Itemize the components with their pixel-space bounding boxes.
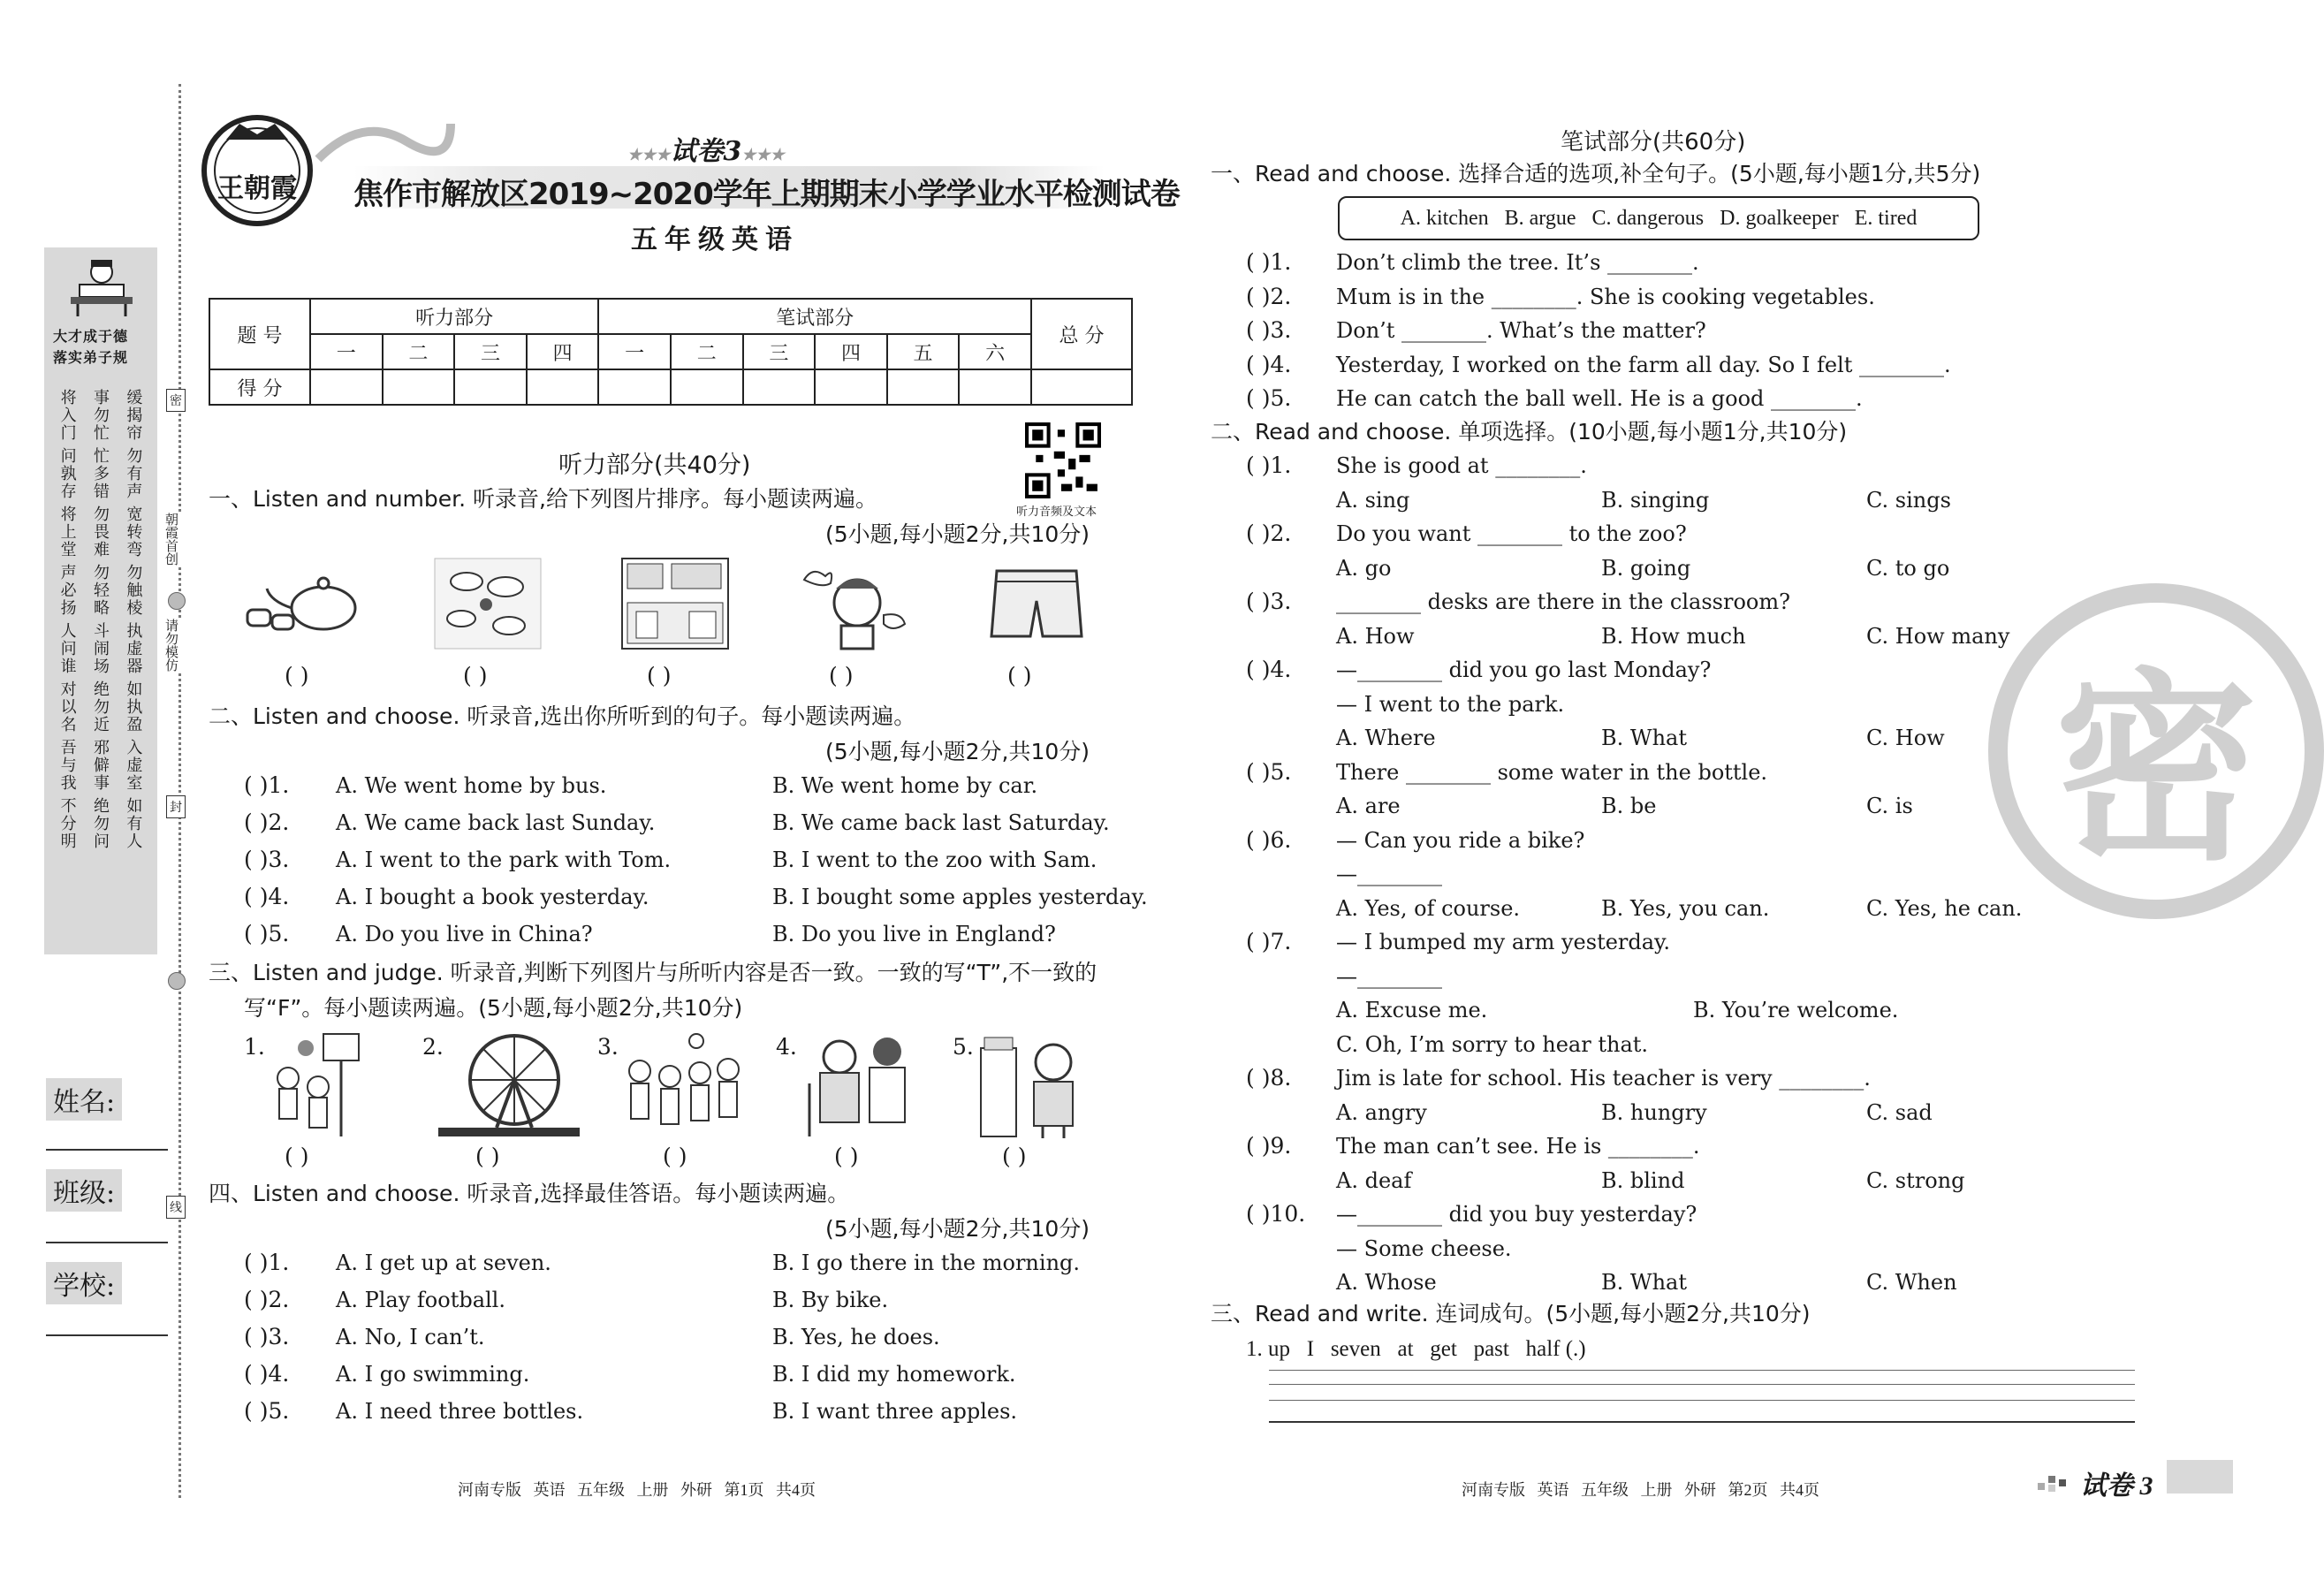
w-s1-heading: 一、Read and choose. 选择合适的选项,补全句子。(5小题,每小题1分,共5分) [1211, 161, 1981, 186]
w-s2-question-10: —________ did you buy yesterday? [1336, 1202, 1697, 1227]
w-s2-option-b-6: B. Yes, you can. [1601, 895, 1770, 921]
seal-label-a: 密 [166, 389, 186, 412]
writing-line-2[interactable] [1269, 1384, 2135, 1385]
l-s1-answer-1[interactable]: ( ) [285, 663, 309, 688]
w-s2-option-b-2: B. going [1601, 555, 1691, 581]
table-col: 一 [598, 334, 671, 369]
l-s3-num-3: 3. [597, 1034, 619, 1060]
table-written-header: 笔试部分 [598, 299, 1031, 334]
poem-column: 如有人 [125, 797, 143, 850]
class-label: 班级: [46, 1169, 122, 1212]
l-s3-num-4: 4. [776, 1034, 797, 1060]
shorts-picture [988, 566, 1085, 645]
w-s1-question-3: Don’t ________. What’s the matter? [1336, 318, 1706, 343]
s4-paren-5[interactable]: ( )5. [244, 1398, 290, 1424]
w-s1-paren-1[interactable]: ( )1. [1246, 249, 1292, 275]
score-cell[interactable] [598, 369, 671, 405]
footer-right: 河南专版 英语 五年级 上册 外研 第2页 共4页 [1462, 1481, 1819, 1499]
w-s2-option-b-9: B. blind [1601, 1167, 1685, 1193]
basketball-picture [262, 1030, 368, 1140]
w-s2-paren-5[interactable]: ( )5. [1246, 758, 1292, 785]
corner-tag: 试卷 3 [2080, 1471, 2153, 1501]
poem-column: 入虚室 [125, 739, 143, 792]
w-s2-line2-4: — I went to the park. [1336, 691, 1565, 717]
table-label-number: 题 号 [209, 299, 310, 369]
score-cell[interactable] [1031, 369, 1132, 405]
l-s3-answer-4[interactable]: ( ) [834, 1144, 859, 1169]
w-s2-paren-7[interactable]: ( )7. [1246, 929, 1292, 954]
confidential-seal [1979, 583, 2258, 937]
poem-column: 勿触棱 [125, 564, 143, 617]
boy-scarf-picture [976, 1030, 1090, 1140]
w-s2-option-c-8: C. sad [1866, 1099, 1933, 1125]
animals-picture [431, 555, 544, 652]
l-s3-heading: 三、Listen and judge. 听录音,判断下列图片与所听内容是否一致。一致的写“T”,不一致的 [209, 960, 1097, 985]
poem-column: 如执盈 [125, 680, 143, 733]
w-s2-heading: 二、Read and choose. 单项选择。(10小题,每小题1分,共10分) [1211, 419, 1848, 445]
s4-option-b-1: B. I go there in the morning. [772, 1250, 1081, 1275]
w-s2-line2-6: —________ [1336, 862, 1442, 886]
w-s2-option-c-7: C. Oh, I’m sorry to hear that. [1336, 1031, 1649, 1057]
w-s2-question-4: —________ did you go last Monday? [1336, 657, 1712, 682]
class-line [46, 1242, 168, 1243]
seal-label-b: 封 [166, 795, 186, 818]
s4-option-a-1: A. I get up at seven. [336, 1250, 551, 1275]
poem-column: 对以名 [58, 680, 77, 733]
w-s2-option-c-6: C. Yes, he can. [1866, 895, 2023, 921]
l-s1-heading: 一、Listen and number. 听录音,给下列图片排序。每小题读两遍。 [209, 486, 877, 512]
w-s2-option-c-1: C. sings [1866, 487, 1951, 513]
poem-column: 人问谁 [58, 622, 77, 675]
s4-paren-4[interactable]: ( )4. [244, 1361, 290, 1387]
vertical-text-1: 朝霞首创 [163, 513, 179, 566]
w-s2-line2-10: — Some cheese. [1336, 1235, 1512, 1261]
w-s2-option-b-7: B. You’re welcome. [1693, 998, 1899, 1022]
w-s2-option-b-5: B. be [1601, 794, 1657, 818]
w-s1-question-1: Don’t climb the tree. It’s ________. [1336, 250, 1699, 275]
w-s2-paren-8[interactable]: ( )8. [1246, 1065, 1292, 1091]
w-s2-option-b-8: B. hungry [1601, 1099, 1707, 1125]
w-s2-paren-6[interactable]: ( )6. [1246, 826, 1292, 853]
s2-option-a-3: A. I went to the park with Tom. [336, 848, 672, 872]
w-s1-paren-5[interactable]: ( )5. [1246, 385, 1292, 411]
name-line [46, 1149, 168, 1151]
s4-option-a-2: A. Play football. [336, 1288, 505, 1312]
footer-left: 河南专版 英语 五年级 上册 外研 第1页 共4页 [458, 1481, 816, 1499]
poem-column: 不分明 [58, 797, 77, 850]
s4-option-a-3: A. No, I can’t. [336, 1325, 485, 1349]
corner-squares-icon [2038, 1474, 2070, 1492]
w-s2-option-a-4: A. Where [1336, 726, 1436, 750]
score-table [209, 298, 1133, 406]
w-s2-paren-1[interactable]: ( )1. [1246, 452, 1292, 478]
w-s2-option-a-7: A. Excuse me. [1336, 998, 1488, 1022]
l-s1-answer-3[interactable]: ( ) [647, 663, 672, 688]
table-col: 三 [743, 334, 816, 369]
w-s2-option-a-1: A. sing [1336, 487, 1410, 513]
w-s2-option-a-8: A. angry [1336, 1099, 1427, 1125]
poem-column: 绝勿问 [91, 797, 110, 850]
w-s1-paren-3[interactable]: ( )3. [1246, 317, 1292, 343]
poem-column: 问孰存 [58, 447, 77, 500]
vertical-text-2: 请勿模仿 [163, 619, 179, 672]
w-s2-option-a-2: A. go [1336, 555, 1392, 581]
w-s1-question-4: Yesterday, I worked on the farm all day. So I felt ________. [1336, 352, 1951, 377]
table-col: 二 [671, 334, 743, 369]
s4-paren-3[interactable]: ( )3. [244, 1324, 290, 1349]
w-s1-question-2: Mum is in the ________. She is cooking vegetables. [1336, 284, 1875, 309]
writing-line-1[interactable] [1269, 1370, 2135, 1371]
score-cell[interactable] [815, 369, 887, 405]
hole-icon-2 [168, 972, 186, 990]
s4-option-a-4: A. I go swimming. [336, 1362, 530, 1387]
l-s2-heading: 二、Listen and choose. 听录音,选出你所听到的句子。每小题读两遍。 [209, 703, 916, 729]
w-s2-paren-10[interactable]: ( )10. [1246, 1201, 1306, 1227]
l-s2-score: (5小题,每小题2分,共10分) [825, 739, 1090, 764]
s2-option-b-5: B. Do you live in England? [772, 922, 1056, 946]
children-picture [622, 1030, 746, 1140]
s4-option-b-3: B. Yes, he does. [772, 1325, 940, 1349]
table-label-score: 得 分 [209, 369, 310, 405]
l-s4-score: (5小题,每小题2分,共10分) [825, 1216, 1090, 1242]
school-line [46, 1334, 168, 1336]
w-s2-option-c-9: C. strong [1866, 1167, 1965, 1193]
w-s2-question-7: — I bumped my arm yesterday. [1336, 930, 1671, 954]
table-col: 四 [815, 334, 887, 369]
w-s2-option-c-10: C. When [1866, 1270, 1957, 1295]
ribbon-decoration [318, 115, 451, 168]
w-s2-option-c-3: C. How many [1866, 623, 2010, 649]
w-s2-option-c-2: C. to go [1866, 555, 1950, 581]
poem-column: 事勿忙 [91, 389, 110, 442]
poem-column: 勿轻略 [91, 564, 110, 617]
score-cell[interactable] [527, 369, 599, 405]
s4-option-a-5: A. I need three bottles. [336, 1399, 584, 1424]
poem-column: 吾与我 [58, 739, 77, 792]
corner-tag-bg [2167, 1460, 2233, 1494]
word-bank-box: A. kitchen B. argue C. dangerous D. goalkeeper E. tired [1338, 196, 1979, 240]
poem-column: 宽转弯 [125, 505, 143, 559]
l-s3-num-2: 2. [422, 1034, 444, 1060]
w-s2-option-b-10: B. What [1601, 1270, 1687, 1295]
s2-paren-5[interactable]: ( )5. [244, 921, 290, 946]
poem-column: 斗闹场 [91, 622, 110, 675]
table-col: 二 [383, 334, 455, 369]
w-s2-paren-4[interactable]: ( )4. [1246, 657, 1292, 682]
table-col: 六 [959, 334, 1031, 369]
w-s2-option-b-4: B. What [1601, 726, 1687, 750]
seal-label-c: 线 [166, 1196, 186, 1219]
writing-line-4[interactable] [1269, 1421, 2135, 1423]
ferris-wheel-picture [438, 1030, 580, 1140]
kitchen-picture [619, 555, 732, 652]
s2-option-b-3: B. I went to the zoo with Sam. [772, 848, 1097, 872]
w-s2-option-a-5: A. are [1336, 794, 1401, 818]
series-number: 3 [723, 136, 742, 167]
l-s3-answer-1[interactable]: ( ) [285, 1144, 309, 1169]
poem-column: 缓揭帘 [125, 389, 143, 442]
w-s2-option-a-9: A. deaf [1336, 1167, 1412, 1193]
name-label: 姓名: [46, 1078, 122, 1121]
qr-code[interactable] [1025, 422, 1101, 498]
brand-name: 王朝霞 [217, 174, 297, 203]
s2-option-b-4: B. I bought some apples yesterday. [772, 885, 1148, 909]
w-s2-paren-3[interactable]: ( )3. [1246, 589, 1292, 614]
l-s3-num-5: 5. [953, 1034, 974, 1060]
angry-boy-picture [795, 562, 910, 650]
poem-column: 忙多错 [91, 447, 110, 500]
w-s1-paren-2[interactable]: ( )2. [1246, 283, 1292, 309]
table-listening-header: 听力部分 [310, 299, 598, 334]
series-tag: ★★★试卷3★★★ [627, 136, 785, 167]
poem-columns [51, 389, 150, 850]
l-s1-score: (5小题,每小题2分,共10分) [825, 521, 1090, 547]
scholar-illustration [62, 256, 141, 318]
table-col: 四 [527, 334, 599, 369]
s2-paren-3[interactable]: ( )3. [244, 847, 290, 872]
written-title: 笔试部分(共60分) [1561, 129, 1746, 156]
binding-dotted-line [178, 84, 181, 1498]
l-s3-heading-2: 写“F”。每小题读两遍。(5小题,每小题2分,共10分) [244, 995, 743, 1021]
w-s3-q1: 1. up I seven at get past half (.) [1246, 1337, 1586, 1361]
score-cell[interactable] [743, 369, 816, 405]
poem-column: 执虚器 [125, 622, 143, 675]
w-s2-question-8: Jim is late for school. His teacher is very ________. [1336, 1066, 1871, 1091]
s2-option-a-1: A. We went home by bus. [336, 773, 607, 798]
table-total-header: 总 分 [1031, 299, 1132, 369]
w-s2-question-6: — Can you ride a bike? [1336, 827, 1585, 853]
s2-paren-1[interactable]: ( )1. [244, 772, 290, 798]
motto-1: 大才成于德 [53, 328, 129, 345]
w-s2-question-3: ________ desks are there in the classroom? [1336, 589, 1790, 614]
seal-character: 密 [2054, 651, 2258, 888]
exam-subtitle: 五年级英语 [631, 224, 799, 255]
s2-paren-4[interactable]: ( )4. [244, 884, 290, 909]
w-s2-question-1: She is good at ________. [1336, 453, 1587, 478]
hole-icon-1 [168, 592, 186, 610]
w-s2-question-9: The man can’t see. He is ________. [1336, 1134, 1700, 1159]
poem-column: 绝勿近 [91, 680, 110, 733]
l-s1-answer-4[interactable]: ( ) [829, 663, 854, 688]
s4-paren-2[interactable]: ( )2. [244, 1287, 290, 1312]
l-s3-num-1: 1. [244, 1034, 265, 1060]
w-s2-option-c-4: C. How [1866, 726, 1945, 750]
w-s2-paren-9[interactable]: ( )9. [1246, 1133, 1292, 1159]
s4-option-b-2: B. By bike. [772, 1288, 889, 1312]
w-s1-question-5: He can catch the ball well. He is a good ________. [1336, 386, 1863, 411]
s2-option-b-2: B. We came back last Saturday. [772, 810, 1110, 835]
score-cell[interactable] [671, 369, 743, 405]
w-s2-option-b-1: B. singing [1601, 487, 1710, 513]
l-s3-answer-3[interactable]: ( ) [663, 1144, 687, 1169]
listening-title: 听力部分(共40分) [558, 452, 751, 479]
poem-column: 声必扬 [58, 564, 77, 617]
table-col: 五 [887, 334, 960, 369]
writing-line-3[interactable] [1269, 1400, 2135, 1401]
s2-option-a-4: A. I bought a book yesterday. [336, 885, 649, 909]
score-cell[interactable] [310, 369, 383, 405]
grandparents-picture [795, 1030, 919, 1140]
score-cell[interactable] [454, 369, 527, 405]
w-s2-paren-2[interactable]: ( )2. [1246, 521, 1292, 546]
s2-option-a-5: A. Do you live in China? [336, 922, 593, 946]
l-s1-answer-5[interactable]: ( ) [1007, 663, 1032, 688]
school-label: 学校: [46, 1262, 122, 1304]
table-col: 三 [454, 334, 527, 369]
w-s2-option-c-5: C. is [1866, 794, 1913, 818]
poem-column: 勿有声 [125, 447, 143, 500]
series-label: 试卷 [670, 136, 724, 167]
w-s2-option-a-6: A. Yes, of course. [1336, 895, 1521, 921]
l-s3-answer-2[interactable]: ( ) [475, 1144, 500, 1169]
exam-title: 焦作市解放区2019~2020学年上期期末小学学业水平检测试卷 [353, 177, 1180, 212]
s2-option-b-1: B. We went home by car. [772, 773, 1038, 798]
s4-paren-1[interactable]: ( )1. [244, 1250, 290, 1275]
s2-paren-2[interactable]: ( )2. [244, 810, 290, 835]
poem-column: 邪僻事 [91, 739, 110, 792]
w-s2-option-a-3: A. How [1336, 623, 1415, 649]
w-s3-heading: 三、Read and write. 连词成句。(5小题,每小题2分,共10分) [1211, 1301, 1811, 1326]
s4-option-b-5: B. I want three apples. [772, 1399, 1018, 1424]
poem-column: 将上堂 [58, 505, 77, 559]
w-s2-option-b-3: B. How much [1601, 623, 1746, 649]
poem-column: 将入门 [58, 389, 77, 442]
s2-option-a-2: A. We came back last Sunday. [336, 810, 656, 835]
motto-2: 落实弟子规 [53, 349, 129, 366]
score-cell[interactable] [383, 369, 455, 405]
w-s2-question-2: Do you want ________ to the zoo? [1336, 521, 1687, 546]
s4-option-b-4: B. I did my homework. [772, 1362, 1016, 1387]
poem-column: 勿畏难 [91, 505, 110, 559]
w-s2-line2-7: —________ [1336, 963, 1442, 989]
w-s2-question-5: There ________ some water in the bottle. [1336, 759, 1768, 785]
table-col: 一 [310, 334, 383, 369]
l-s4-heading: 四、Listen and choose. 听录音,选择最佳答语。每小题读两遍。 [209, 1181, 850, 1206]
l-s1-answer-2[interactable]: ( ) [463, 663, 488, 688]
l-s3-answer-5[interactable]: ( ) [1002, 1144, 1027, 1169]
qr-caption: 听力音频及文本 [1016, 505, 1097, 519]
score-cell[interactable] [887, 369, 960, 405]
w-s2-option-a-10: A. Whose [1336, 1270, 1437, 1295]
teapot-picture [244, 566, 368, 636]
w-s1-paren-4[interactable]: ( )4. [1246, 351, 1292, 377]
score-cell[interactable] [959, 369, 1031, 405]
